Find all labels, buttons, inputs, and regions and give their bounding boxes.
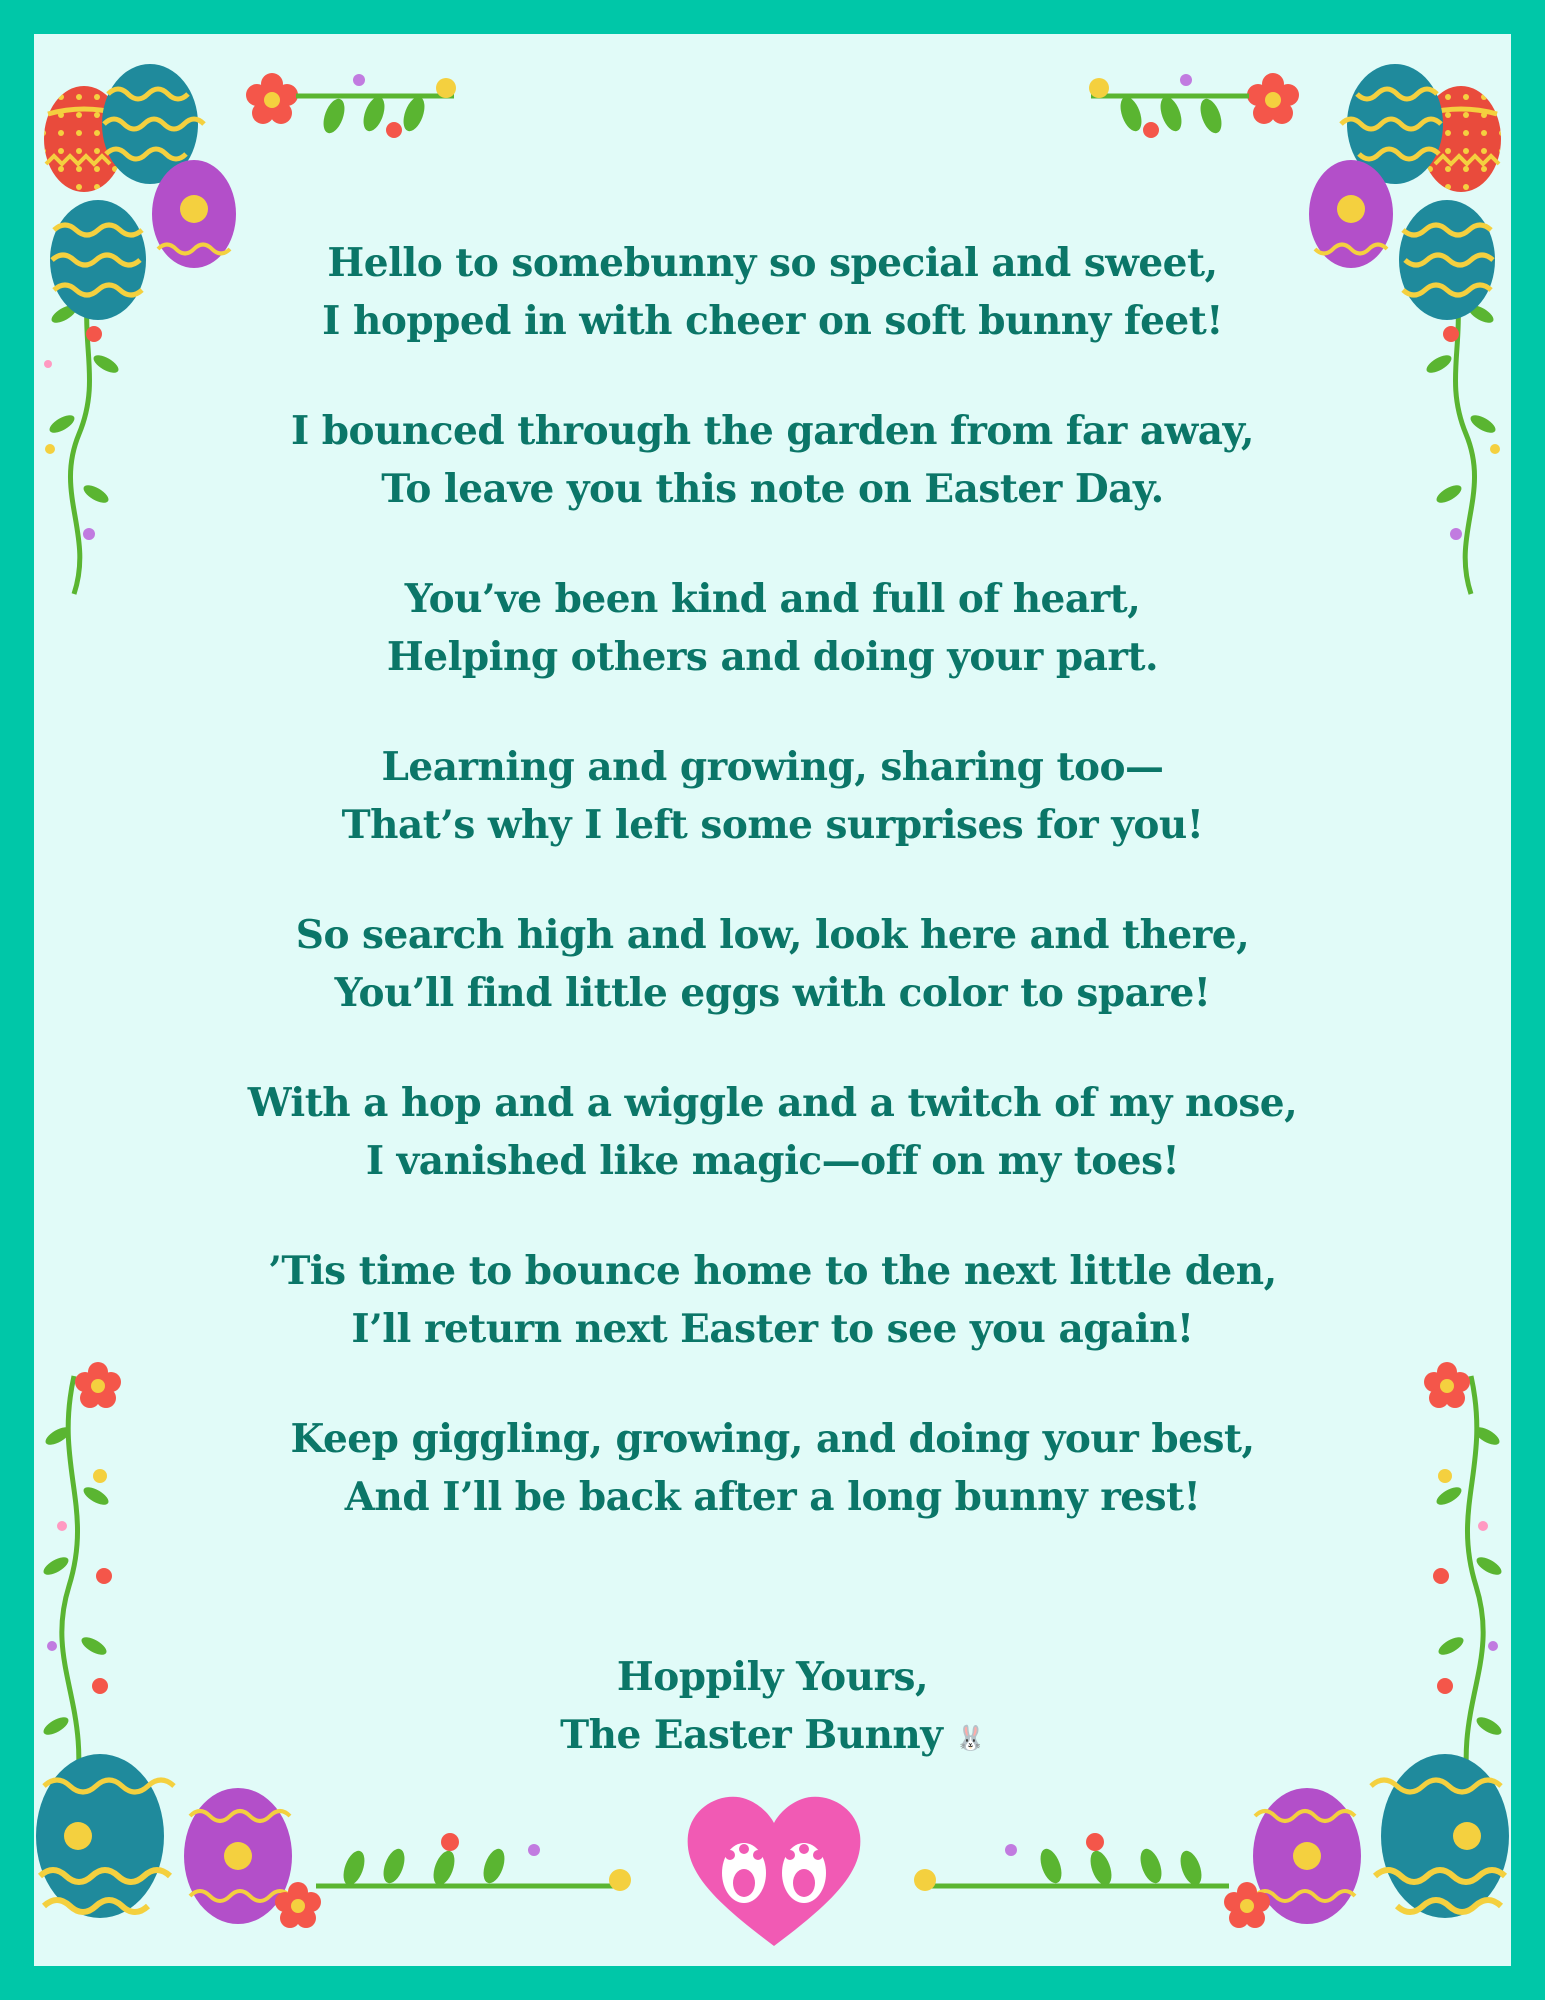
easter-egg-icon <box>1371 1754 1509 1918</box>
easter-egg-icon <box>36 1754 174 1918</box>
poem-line: ’Tis time to bounce home to the next little den, <box>268 1248 1277 1294</box>
signature-name: The Easter Bunny <box>560 1712 943 1758</box>
heart-paws-icon <box>684 1791 864 1951</box>
flower-icon <box>1247 73 1299 124</box>
stanza <box>34 1074 1511 1190</box>
letter-paper <box>34 34 1511 1966</box>
stanza <box>34 738 1511 854</box>
poem-line: You’ve been kind and full of heart, <box>404 576 1141 622</box>
poem-line: You’ll find little eggs with color to spare! <box>334 970 1211 1016</box>
bunny-emoji-icon: 🐰 <box>955 1723 985 1752</box>
poem-line: I hopped in with cheer on soft bunny feet! <box>322 298 1223 344</box>
poem-line: I vanished like magic—off on my toes! <box>365 1138 1180 1184</box>
poem-line: Helping others and doing your part. <box>386 634 1159 680</box>
stanza <box>34 402 1511 518</box>
poem-line: Learning and growing, sharing too— <box>381 744 1164 790</box>
poem-line: That’s why I left some surprises for you! <box>341 802 1204 848</box>
poem-line: To leave you this note on Easter Day. <box>381 466 1164 512</box>
poem-line: With a hop and a wiggle and a twitch of my nose, <box>247 1080 1298 1126</box>
poem-line: I’ll return next Easter to see you again! <box>351 1306 1194 1352</box>
stanza <box>34 906 1511 1022</box>
poem-line: And I’ll be back after a long bunny rest! <box>344 1474 1201 1520</box>
stanza <box>34 1410 1511 1526</box>
poem-line: I bounced through the garden from far away, <box>290 408 1255 454</box>
poem-line: Hello to somebunny so special and sweet, <box>327 240 1218 286</box>
stanza <box>34 570 1511 686</box>
signature-line <box>34 1706 1511 1767</box>
signoff <box>34 1648 1511 1767</box>
poem-line: So search high and low, look here and there, <box>295 912 1250 958</box>
poem <box>34 234 1511 1578</box>
stanza <box>34 1242 1511 1358</box>
closing-line: Hoppily Yours, <box>616 1654 929 1700</box>
poem-line: Keep giggling, growing, and doing your best, <box>290 1416 1255 1462</box>
stanza <box>34 234 1511 350</box>
flower-icon <box>246 73 298 124</box>
